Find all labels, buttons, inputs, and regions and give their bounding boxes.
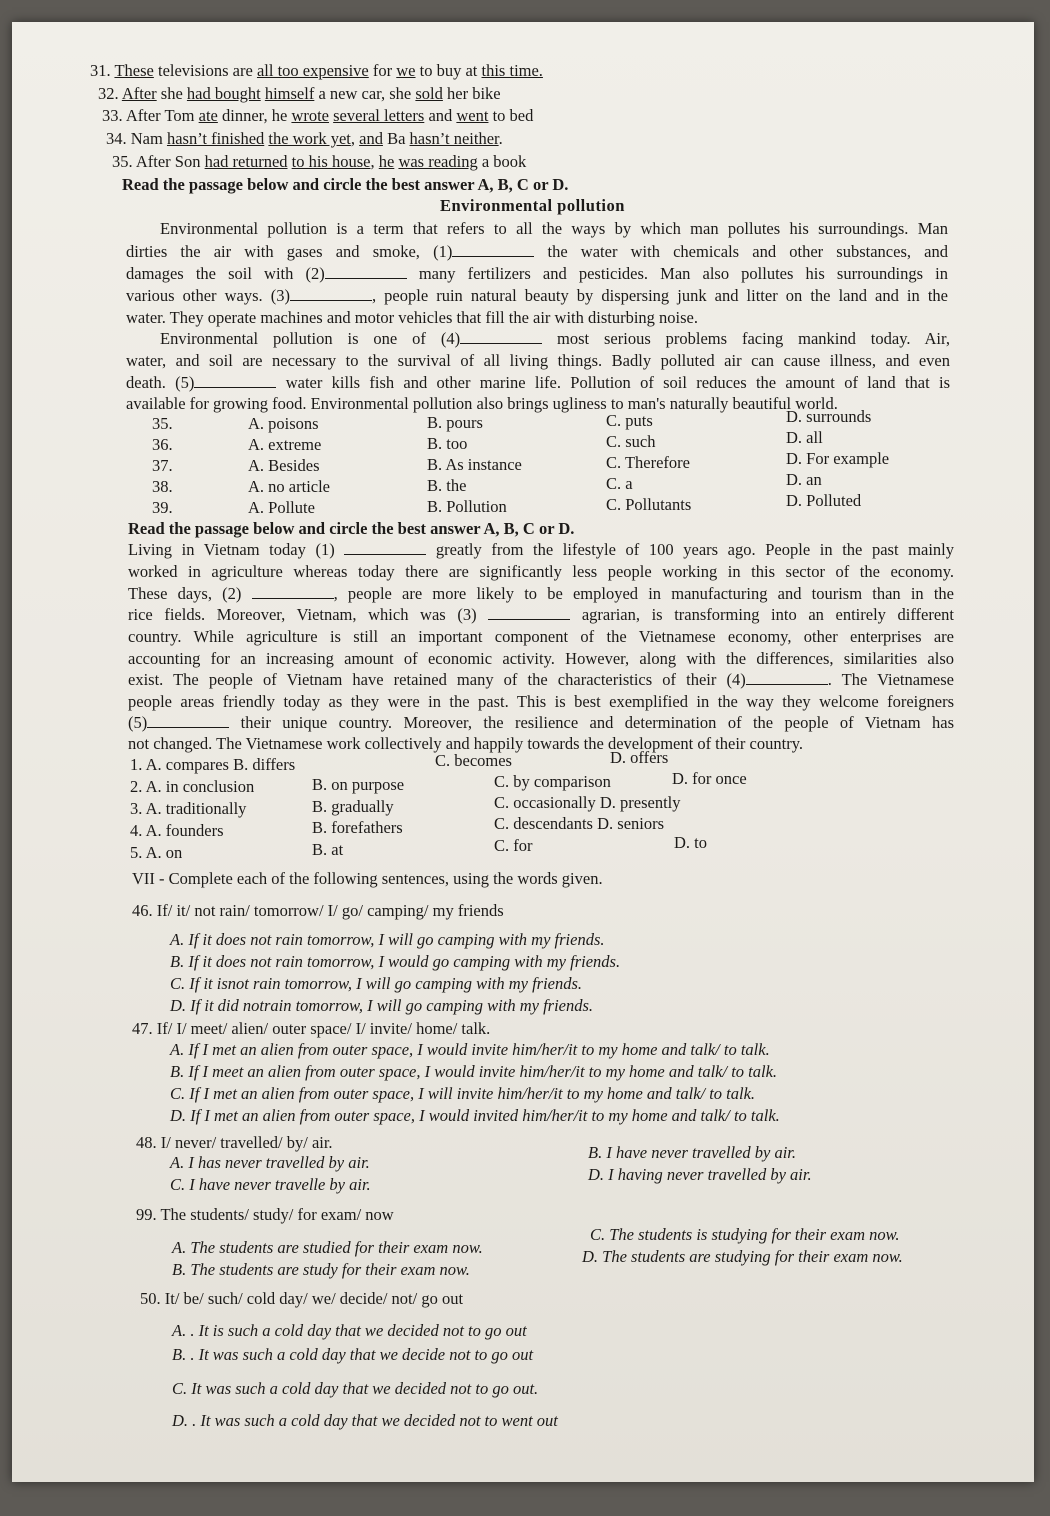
text-part: for (368, 61, 397, 80)
option-c[interactable]: C. a (606, 474, 633, 493)
q49-option-b[interactable]: B. The students are study for their exam now. (172, 1260, 470, 1279)
option-d[interactable]: D. surrounds (786, 407, 872, 426)
q50-option-c[interactable]: C. It was such a cold day that we decided not to go out. (172, 1379, 539, 1398)
text-part: and (424, 106, 457, 125)
underlined-part: the work yet (268, 129, 351, 148)
text-part: damages the soil with (2) (126, 264, 325, 283)
text-part: greatly from the lifestyle of 100 years ago. People in the past mainly (426, 540, 954, 559)
option-a[interactable]: A. poisons (248, 414, 319, 433)
underlined-part: this time. (481, 61, 543, 80)
text-part: rice fields. Moreover, Vietnam, which was (3) (128, 605, 477, 624)
question-number: 35. (152, 414, 173, 433)
answer-blank (194, 373, 276, 388)
text-part: to buy at (415, 61, 482, 80)
question-47: 47. If/ I/ meet/ alien/ outer space/ I/ invite/ home/ talk. (132, 1019, 491, 1038)
option-a[interactable]: A. extreme (248, 435, 322, 454)
text-part: exist. The people of Vietnam have retained many of the characteristics of their (4) (128, 670, 746, 689)
underlined-part: sold (415, 84, 443, 103)
text-part: These days, (2) (128, 584, 242, 603)
text-part: . (498, 129, 503, 148)
option-d[interactable]: D. all (786, 428, 823, 447)
text-part: , (350, 129, 360, 148)
q47-option-d[interactable]: D. If I met an alien from outer space, I would invited him/her/it to my home and talk/ to talk. (170, 1106, 780, 1125)
question-number: 31. (90, 61, 111, 80)
option-b[interactable]: B. on purpose (312, 775, 405, 794)
text-part: After Tom (122, 106, 199, 125)
option-a[interactable]: 3. A. traditionally (130, 799, 247, 818)
option-d[interactable]: D. for once (672, 769, 747, 788)
answer-blank (488, 605, 570, 620)
text-part: Environmental pollution is one of (4) (160, 329, 461, 348)
reading1-line: Environmental pollution is a term that refers to all the ways by which man pollutes his surroundings. Man (160, 219, 948, 238)
answer-blank (147, 713, 229, 728)
text-part: their unique country. Moreover, the resilience and determination of the people of Vietnam has (229, 713, 954, 732)
text-part: a book (477, 152, 527, 171)
text-part: , people ruin natural beauty by dispersing junk and litter on the land and in the (371, 286, 948, 305)
question-number: 33. (102, 106, 123, 125)
option-cd[interactable]: C. descendants D. seniors (494, 814, 665, 833)
reading2-instruction: Read the passage below and circle the best answer A, B, C or D. (128, 519, 575, 538)
underlined-part: had returned (204, 152, 288, 171)
reading2-line: not changed. The Vietnamese work collectively and happily towards the development of their country. (128, 734, 804, 753)
question-number: 39. (152, 498, 173, 517)
q48-option-d[interactable]: D. I having never travelled by air. (588, 1165, 812, 1184)
option-c[interactable]: C. Therefore (606, 453, 690, 472)
q47-option-b[interactable]: B. If I meet an alien from outer space, I would invite him/her/it to my home and talk/ to talk. (170, 1062, 778, 1081)
text-part: various other ways. (3) (126, 286, 290, 305)
option-a[interactable]: A. no article (248, 477, 331, 496)
text-part: dinner, he (217, 106, 292, 125)
text-part: the water with chemicals and other substances, and (534, 242, 948, 261)
answer-blank (290, 286, 372, 301)
option-b[interactable]: B. too (427, 434, 468, 453)
reading2-line (128, 604, 954, 625)
answer-blank (325, 264, 407, 279)
sentence-35 (112, 151, 526, 172)
q47-option-a[interactable]: A. If I met an alien from outer space, I would invite him/her/it to my home and talk/ to talk. (170, 1040, 770, 1059)
q46-option-c[interactable]: C. If it isnot rain tomorrow, I will go camping with my friends. (170, 974, 583, 993)
text-part: televisions are (153, 61, 257, 80)
q46-option-a[interactable]: A. If it does not rain tomorrow, I will go camping with my friends. (170, 930, 605, 949)
q46-option-d[interactable]: D. If it did notrain tomorrow, I will go camping with my friends. (170, 996, 594, 1015)
option-cd[interactable]: C. occasionally D. presently (494, 793, 681, 812)
sentence-32 (98, 83, 501, 104)
answer-blank (452, 242, 534, 257)
option-d[interactable]: D. offers (610, 748, 669, 767)
q46-option-b[interactable]: B. If it does not rain tomorrow, I would go camping with my friends. (170, 952, 621, 971)
underlined-part: we (396, 61, 416, 80)
q50-option-d[interactable]: D. . It was such a cold day that we decided not to went out (172, 1411, 558, 1430)
option-a[interactable]: 2. A. in conclusion (130, 777, 255, 796)
q48-option-a[interactable]: A. I has never travelled by air. (170, 1153, 370, 1172)
underlined-part: several letters (333, 106, 425, 125)
q49-option-c[interactable]: C. The students is studying for their exam now. (590, 1225, 900, 1244)
option-c[interactable]: C. by comparison (494, 772, 611, 791)
reading1-title: Environmental pollution (440, 196, 625, 215)
option-c[interactable]: C. becomes (435, 751, 512, 770)
underlined-part: went (456, 106, 489, 125)
reading1-instruction: Read the passage below and circle the best answer A, B, C or D. (122, 175, 569, 194)
question-48: 48. I/ never/ travelled/ by/ air. (136, 1133, 333, 1152)
option-d[interactable]: D. to (674, 833, 707, 852)
q47-option-c[interactable]: C. If I met an alien from outer space, I will invite him/her/it to my home and talk/ to talk. (170, 1084, 756, 1103)
option-b[interactable]: B. Pollution (427, 497, 507, 516)
underlined-part: ate (198, 106, 218, 125)
reading2-line: country. While agriculture is still an important component of the Vietnamese economy, other enterprises are (128, 627, 954, 646)
sentence-33 (102, 105, 533, 126)
reading1-line (126, 285, 948, 306)
worksheet-page (12, 22, 1034, 1482)
reading1-line (126, 263, 948, 284)
q48-option-b[interactable]: B. I have never travelled by air. (588, 1143, 797, 1162)
underlined-part: all too expensive (256, 61, 369, 80)
text-part: to bed (488, 106, 534, 125)
option-row-1[interactable]: 1. A. compares B. differs (130, 755, 296, 774)
underlined-part: and (359, 129, 383, 148)
text-part: (5) (128, 713, 148, 732)
text-part: , (370, 152, 379, 171)
underlined-part: hasn’t neither (409, 129, 499, 148)
reading1-line (126, 372, 950, 393)
option-c[interactable]: C. such (606, 432, 656, 451)
underlined-part: These (114, 61, 154, 80)
underlined-part: had bought (186, 84, 261, 103)
q49-option-a[interactable]: A. The students are studied for their exam now. (172, 1238, 483, 1257)
question-number: 34. (106, 129, 127, 148)
question-50: 50. It/ be/ such/ cold day/ we/ decide/ not/ go out (140, 1289, 464, 1308)
option-b[interactable]: B. forefathers (312, 818, 403, 837)
option-c[interactable]: C. for (494, 836, 533, 855)
text-part: After Son (132, 152, 205, 171)
option-a[interactable]: A. Pollute (248, 498, 315, 517)
question-number: 35. (112, 152, 133, 171)
question-46: 46. If/ it/ not rain/ tomorrow/ I/ go/ camping/ my friends (132, 901, 504, 920)
option-b[interactable]: B. gradually (312, 797, 394, 816)
text-part: , people are more likely to be employed in manufacturing and tourism than in the (333, 584, 954, 603)
reading2-line (128, 539, 954, 560)
option-a[interactable]: A. Besides (248, 456, 320, 475)
reading2-line (128, 669, 954, 690)
sentence-34 (106, 128, 503, 149)
text-part: . The Vietnamese (827, 670, 954, 689)
question-number: 32. (98, 84, 119, 103)
question-49: 99. The students/ study/ for exam/ now (136, 1205, 394, 1224)
question-number: 38. (152, 477, 173, 496)
text-part: agrarian, is transforming into an entirely different (570, 605, 955, 624)
reading1-line: water. They operate machines and motor vehicles that fill the air with disturbing noise. (126, 308, 698, 327)
reading2-line (128, 583, 954, 604)
text-part: Ba (382, 129, 410, 148)
underlined-part: wrote (291, 106, 330, 125)
option-d[interactable]: D. For example (786, 449, 890, 468)
option-c[interactable]: C. Pollutants (606, 495, 692, 514)
underlined-part: After (121, 84, 157, 103)
reading2-line (128, 712, 954, 733)
text-part: she (156, 84, 187, 103)
underlined-part: himself (264, 84, 315, 103)
text-part: most serious problems facing mankind today. Air, (542, 329, 950, 348)
option-d[interactable]: D. Polluted (786, 491, 862, 510)
option-d[interactable]: D. an (786, 470, 822, 489)
sentence-31 (90, 60, 543, 81)
answer-blank (344, 540, 426, 555)
reading1-line: available for growing food. Environmental pollution also brings ugliness to man's naturally beautiful world. (126, 394, 838, 413)
option-c[interactable]: C. puts (606, 411, 653, 430)
section7-heading: VII - Complete each of the following sentences, using the words given. (132, 869, 603, 888)
underlined-part: to his house (291, 152, 371, 171)
text-part: Living in Vietnam today (1) (128, 540, 335, 559)
question-number: 36. (152, 435, 173, 454)
q50-option-b[interactable]: B. . It was such a cold day that we decide not to go out (172, 1345, 534, 1364)
text-part: her bike (442, 84, 501, 103)
option-b[interactable]: B. As instance (427, 455, 522, 474)
option-b[interactable]: B. at (312, 840, 344, 859)
reading2-line: people areas friendly today as they were in the past. This is best exemplified in the way they welcome foreigners (128, 692, 954, 711)
text-part: dirties the air with gases and smoke, (1) (126, 242, 453, 261)
text-part: many fertilizers and pesticides. Man also pollutes his surroundings in (406, 264, 949, 283)
answer-blank (252, 584, 334, 599)
text-part: Nam (126, 129, 167, 148)
option-a[interactable]: 4. A. founders (130, 821, 224, 840)
underlined-part: he (378, 152, 395, 171)
answer-blank (746, 670, 828, 685)
text-part: water kills fish and other marine life. Pollution of soil reduces the amount of land that is (276, 373, 950, 392)
q50-option-a[interactable]: A. . It is such a cold day that we decided not to go out (172, 1321, 527, 1340)
reading1-line (126, 241, 948, 262)
reading2-line: accounting for an increasing amount of economic activity. However, along with the differences, similarities also (128, 649, 954, 668)
option-a[interactable]: 5. A. on (130, 843, 183, 862)
option-b[interactable]: B. the (427, 476, 467, 495)
reading1-line (160, 328, 950, 349)
question-number: 37. (152, 456, 173, 475)
underlined-part: was reading (398, 152, 478, 171)
reading2-line: worked in agriculture whereas today there are significantly less people working in this sector of the economy. (128, 562, 954, 581)
q48-option-c[interactable]: C. I have never travelle by air. (170, 1175, 371, 1194)
option-b[interactable]: B. pours (427, 413, 483, 432)
text-part: a new car, she (314, 84, 416, 103)
underlined-part: hasn’t finished (166, 129, 265, 148)
text-part: death. (5) (126, 373, 195, 392)
reading1-line: water, and soil are necessary to the survival of all living things. Badly polluted air can cause illness, and even (126, 351, 950, 370)
answer-blank (460, 329, 542, 344)
q49-option-d[interactable]: D. The students are studying for their exam now. (582, 1247, 903, 1266)
